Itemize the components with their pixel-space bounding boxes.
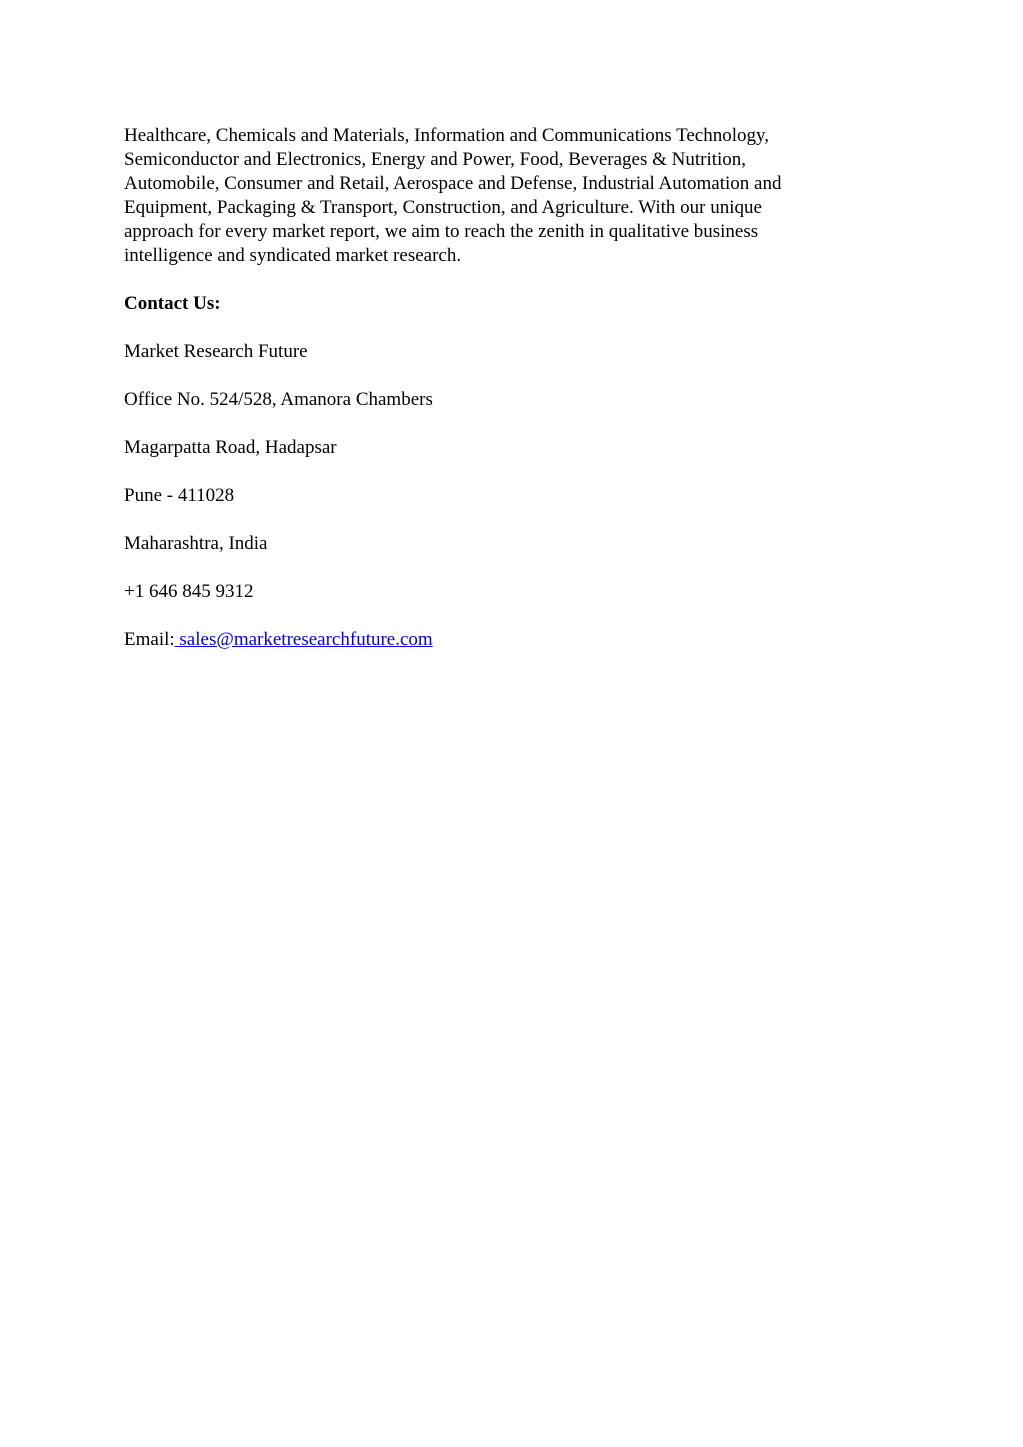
page-content [124, 124, 864, 652]
phone-number: +1 646 845 9312 [124, 581, 254, 602]
intro-line: Automobile, Consumer and Retail, Aerospace and Defense, Industrial Automation and [124, 173, 782, 194]
office-address: Office No. 524/528, Amanora Chambers [124, 389, 433, 410]
intro-line: Healthcare, Chemicals and Materials, Information and Communications Technology, [124, 125, 770, 146]
city-postcode: Pune - 411028 [124, 485, 235, 506]
road-address: Magarpatta Road, Hadapsar [124, 437, 337, 458]
intro-line: Semiconductor and Electronics, Energy and Power, Food, Beverages & Nutrition, [124, 149, 747, 170]
company-name: Market Research Future [124, 341, 308, 362]
intro-line: intelligence and syndicated market research. [124, 245, 462, 266]
contact-heading: Contact Us: [124, 293, 221, 314]
intro-line: approach for every market report, we aim to reach the zenith in qualitative business [124, 221, 759, 242]
email-link[interactable]: sales@marketresearchfuture.com [174, 629, 433, 650]
intro-paragraph [124, 124, 864, 268]
intro-line: Equipment, Packaging & Transport, Construction, and Agriculture. With our unique [124, 197, 762, 218]
state-country: Maharashtra, India [124, 533, 268, 554]
email-label: Email: [124, 629, 175, 650]
email-line [124, 628, 864, 652]
